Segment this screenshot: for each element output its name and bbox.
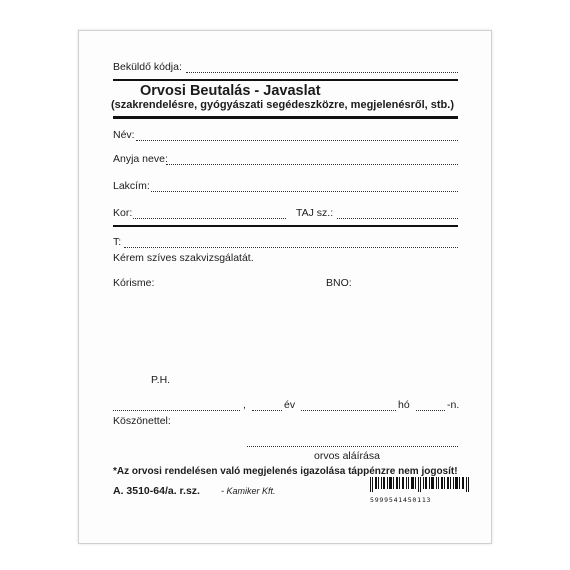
address-label: Lakcím: (113, 180, 150, 192)
month-field[interactable] (301, 410, 396, 411)
header-bottom-rule (113, 116, 458, 119)
stamp-label: P.H. (151, 374, 171, 386)
date-comma: , (243, 399, 246, 411)
bno-label: BNO: (326, 277, 352, 289)
form-code: A. 3510-64/a. r.sz. (113, 485, 200, 497)
t-label: T: (113, 236, 122, 248)
year-field[interactable] (252, 410, 282, 411)
diagnosis-label: Kórisme: (113, 277, 155, 289)
age-field[interactable] (133, 218, 286, 219)
doctor-signature-field[interactable] (247, 446, 458, 447)
footnote: *Az orvosi rendelésen való megjelenés igazolása táppénzre nem jogosít! (113, 466, 458, 477)
day-field[interactable] (416, 410, 445, 411)
name-label: Név: (113, 129, 135, 141)
month-label: hó (398, 399, 410, 411)
form-subtitle: (szakrendelésre, gyógyászati segédeszközre, megjelenésről, stb.) (111, 99, 454, 111)
name-field[interactable] (136, 140, 458, 141)
doctor-signature-label: orvos aláírása (314, 450, 380, 462)
patient-section-rule (113, 225, 458, 227)
request-text: Kérem szíves szakvizsgálatát. (113, 252, 254, 264)
taj-field[interactable] (337, 218, 458, 219)
thanks-label: Köszönettel: (113, 415, 171, 427)
taj-label: TAJ sz.: (296, 207, 334, 219)
sender-code-field[interactable] (186, 72, 458, 73)
place-field[interactable] (113, 410, 240, 411)
address-field[interactable] (151, 191, 458, 192)
barcode-bars-icon (370, 477, 470, 492)
t-field[interactable] (124, 247, 458, 248)
year-label: év (284, 399, 296, 411)
form-title: Orvosi Beutalás - Javaslat (140, 83, 321, 99)
sender-code-label: Beküldő kódja: (113, 61, 182, 73)
age-label: Kor: (113, 207, 133, 219)
barcode (370, 477, 470, 504)
header-top-rule (113, 79, 458, 81)
day-suffix: -n. (447, 399, 460, 411)
barcode-number: 5999541450113 (370, 496, 432, 504)
mother-name-field[interactable] (166, 164, 458, 165)
mother-name-label: Anyja neve: (113, 153, 168, 165)
publisher: - Kamiker Kft. (221, 486, 276, 496)
